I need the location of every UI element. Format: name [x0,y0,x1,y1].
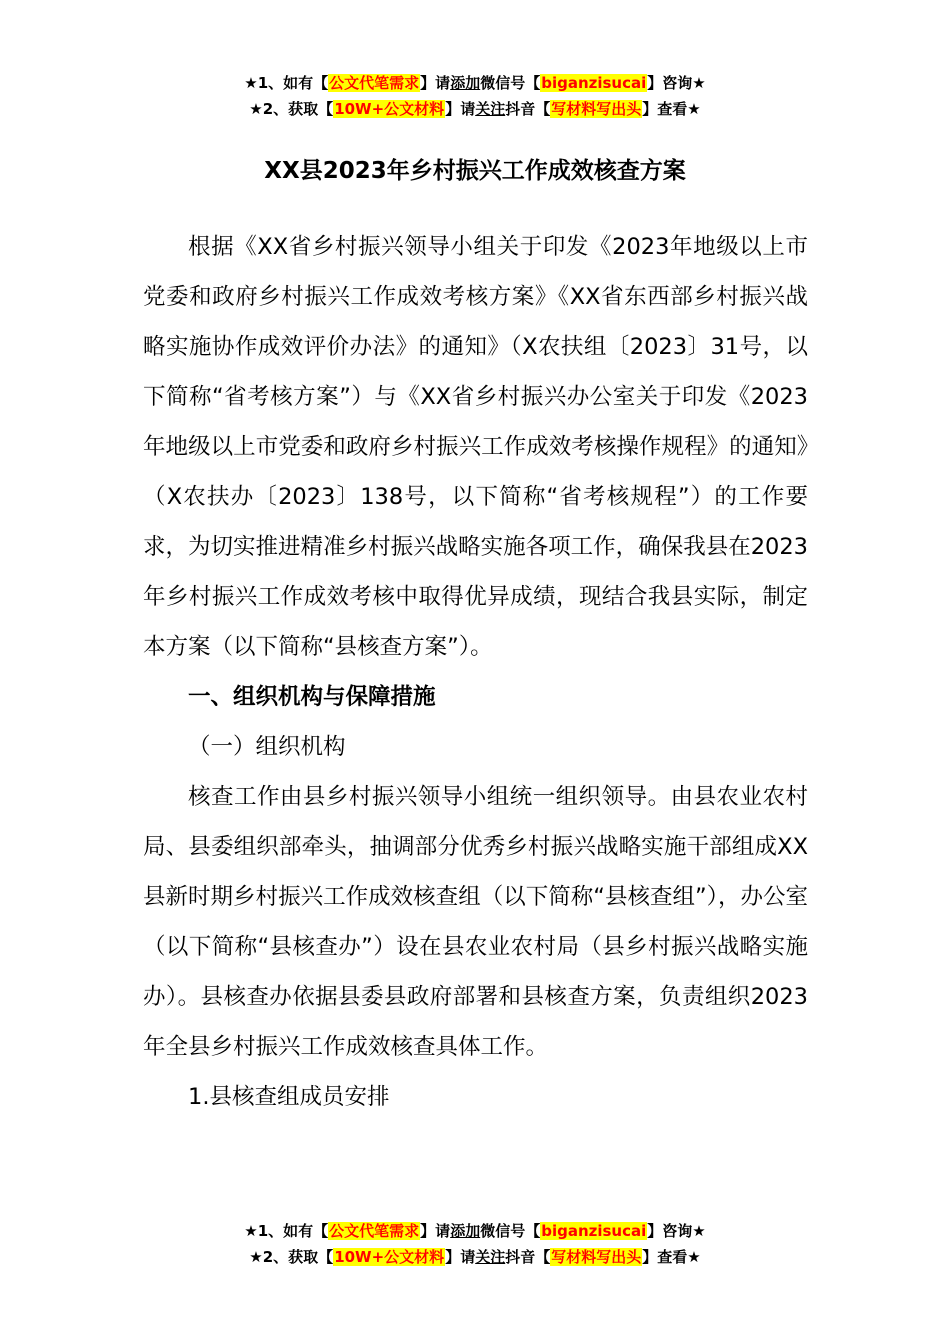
banner-text: ★1、如有【 [244,1222,329,1240]
banner-underline: 添加 [450,1222,481,1240]
banner-underline: 添加 [450,74,481,92]
banner-text: 】请 [445,1248,476,1266]
item-heading: 1.县核查组成员安排 [188,1084,390,1110]
banner-underline: 关注 [475,1248,506,1266]
banner-text: 】请 [445,100,476,118]
banner-text: 】请 [420,74,451,92]
banner-text: 抖音【 [505,1248,551,1266]
banner-text: 微信号【 [480,74,541,92]
subsection-heading: （一）组织机构 [188,734,346,760]
banner-text: 微信号【 [480,1222,541,1240]
banner-text: 】查看★ [642,1248,701,1266]
banner-text: 】查看★ [642,100,701,118]
banner-underline: 关注 [475,100,506,118]
banner-highlight: 10W+公文材料 [334,100,445,118]
banner-highlight: 10W+公文材料 [334,1248,445,1266]
banner-text: 】请 [420,1222,451,1240]
banner-text: 】咨询★ [647,1222,706,1240]
banner-line-1 [0,1218,950,1244]
document-title: XX县2023年乡村振兴工作成效核查方案 [264,158,686,184]
top-banner [0,70,950,122]
banner-highlight: 公文代笔需求 [329,74,420,92]
bottom-banner [0,1218,950,1270]
banner-highlight: 写材料写出头 [551,1248,642,1266]
banner-line-2 [0,1244,950,1270]
banner-text: ★2、获取【 [249,1248,334,1266]
paragraph: 根据《XX省乡村振兴领导小组关于印发《2023年地级以上市党委和政府乡村振兴工作成效考核方案》《XX省东西部乡村振兴战略实施协作成效评价办法》的通知》（X农扶组〔2023〕31号，以下简称“省考核方案”）与《XX省乡村振兴办公室关于印发《2023年地级以上市党委和政府乡村振兴工作成效考核操作规程》的通知》（X农扶办〔2023〕138号，以下简称“省考核规程”）的工作要求，为切实推进精准乡村振兴战略实施各项工作，确保我县在2023年乡村振兴工作成效考核中取得优异成绩，现结合我县实际，制定本方案（以下简称“县核查方案”）。 [143,234,808,660]
banner-text: 抖音【 [505,100,551,118]
banner-line-2 [0,96,950,122]
banner-wechat-id: biganzisucai [541,1222,647,1240]
document-body [143,222,808,1122]
banner-text: 】咨询★ [647,74,706,92]
banner-wechat-id: biganzisucai [541,74,647,92]
banner-highlight: 写材料写出头 [551,100,642,118]
banner-text: ★2、获取【 [249,100,334,118]
banner-highlight: 公文代笔需求 [329,1222,420,1240]
section-heading: 一、组织机构与保障措施 [188,684,436,710]
paragraph: 核查工作由县乡村振兴领导小组统一组织领导。由县农业农村局、县委组织部牵头，抽调部分优秀乡村振兴战略实施干部组成XX县新时期乡村振兴工作成效核查组（以下简称“县核查组”），办公室（以下简称“县核查办”）设在县农业农村局（县乡村振兴战略实施办）。县核查办依据县委县政府部署和县核查方案，负责组织2023年全县乡村振兴工作成效核查具体工作。 [143,784,808,1060]
banner-text: ★1、如有【 [244,74,329,92]
banner-line-1 [0,70,950,96]
